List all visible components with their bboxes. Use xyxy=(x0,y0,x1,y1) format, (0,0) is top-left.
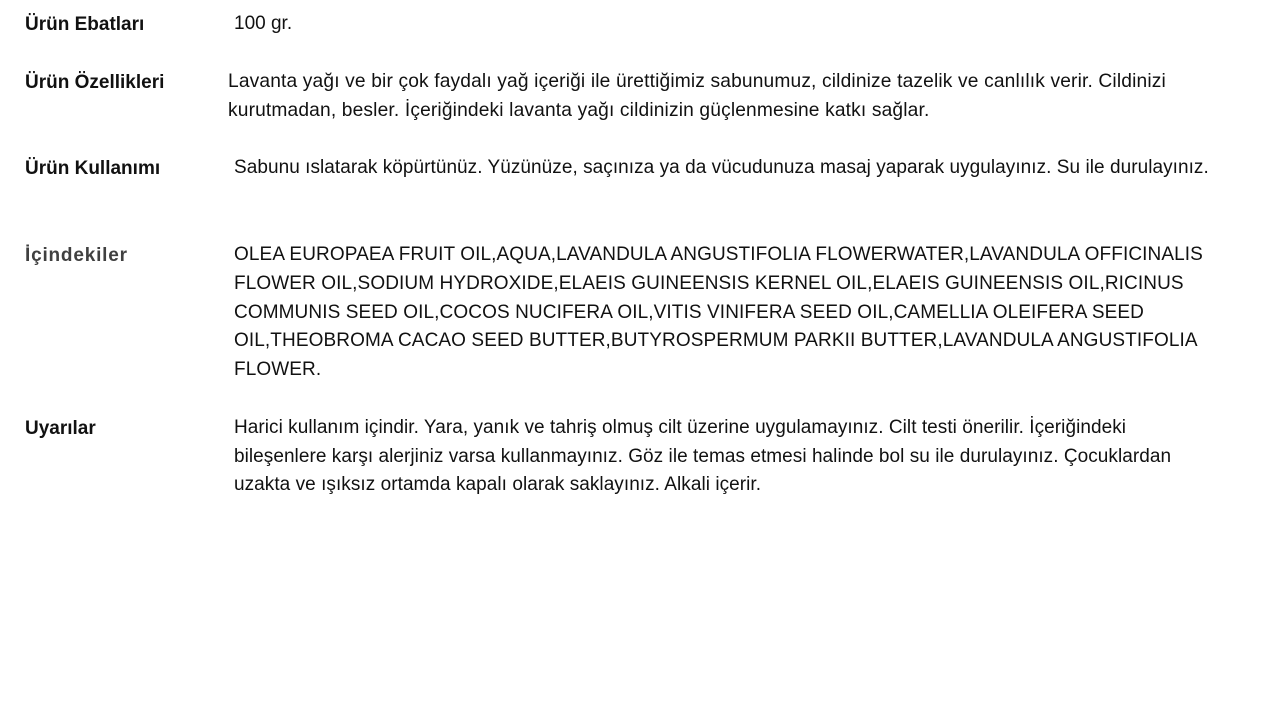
warnings-value: Harici kullanım içindir. Yara, yanık ve tahriş olmuş cilt üzerine uygulamayınız. Cilt testi önerilir. İçeriğindeki bileşenlere karşı alerjiniz varsa kullanmayınız. Göz ile temas etmesi halinde bol su ile durulayınız. Çocuklardan uzakta ve ışıksız ortamda kapalı olarak saklayınız. Alkali içerir. xyxy=(234,417,1172,496)
warnings-label: Uyarılar xyxy=(25,418,96,439)
product-usage-value: Sabunu ıslatarak köpürtünüz. Yüzünüze, saçınıza ya da vücudunuza masaj yaparak uygulayınız. Su ile durulayınız. xyxy=(234,157,1209,178)
product-size-label: Ürün Ebatları xyxy=(25,14,145,35)
product-features-label: Ürün Özellikleri xyxy=(25,72,165,93)
product-usage-label: Ürün Kullanımı xyxy=(25,158,161,179)
product-size-value: 100 gr. xyxy=(234,13,293,34)
ingredients-label: İçindekiler xyxy=(25,245,128,266)
ingredients-value: OLEA EUROPAEA FRUIT OIL,AQUA,LAVANDULA ANGUSTIFOLIA FLOWERWATER,LAVANDULA OFFICINALIS FLOWER OIL,SODIUM HYDROXIDE,ELAEIS GUINEENSIS KERNEL OIL,ELAEIS GUINEENSIS OIL,RICINUS COMMUNIS SEED OIL,COCOS NUCIFERA OIL,VITIS VINIFERA SEED OIL,CAMELLIA OLEIFERA SEED OIL,THEOBROMA CACAO SEED BUTTER,BUTYROSPERMUM PARKII BUTTER,LAVANDULA ANGUSTIFOLIA FLOWER. xyxy=(234,244,1203,381)
product-features-value: Lavanta yağı ve bir çok faydalı yağ içeriği ile ürettiğimiz sabunumuz, cildinize tazelik ve canlılık verir. Cildinizi kurutmadan, besler. İçeriğindeki lavanta yağı cildinizin güçlenmesine katkı sağlar. xyxy=(228,71,1166,121)
